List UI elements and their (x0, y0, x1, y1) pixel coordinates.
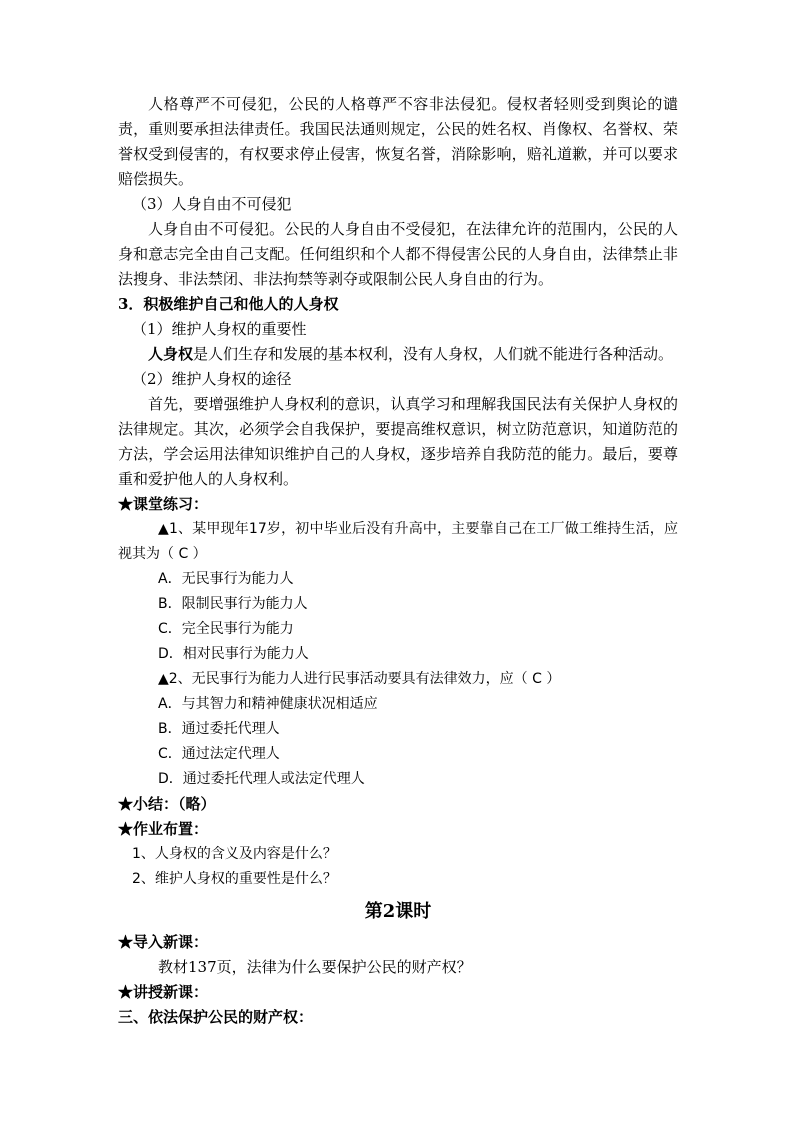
question-2-option-d: D．通过委托代理人或法定代理人 (158, 771, 365, 787)
paragraph-dignity: 人格尊严不可侵犯，公民的人格尊严不容非法侵犯。侵权者轻则受到舆论的谴责，重则要承担法律责任。我国民法通则规定，公民的姓名权、肖像权、名誉权、荣誉权受到侵害的，有权要求停止侵害，恢复名誉，消除影响，赔礼道歉，并可以要求赔偿损失。 (118, 95, 678, 188)
teach-heading: ★讲授新课： (118, 983, 209, 1001)
section-3-heading: 三、依法保护公民的财产权： (118, 1008, 314, 1026)
intro-heading: ★导入新课： (118, 933, 209, 951)
intro-text: 教材137页，法律为什么要保护公民的财产权？ (158, 958, 472, 976)
homework-heading: ★作业布置： (118, 820, 209, 838)
homework-item-1: 1、人身权的含义及内容是什么？ (132, 846, 337, 862)
heading-importance: （1）维护人身权的重要性 (132, 320, 307, 338)
document-page (118, 92, 678, 1030)
term-personal-right: 人身权 (148, 345, 194, 363)
heading-ways: （2）维护人身权的途径 (132, 370, 292, 388)
practice-heading: ★课堂练习： (118, 495, 209, 513)
heading-personal-freedom: （3）人身自由不可侵犯 (132, 195, 292, 213)
paragraph-ways: 首先，要增强维护人身权利的意识，认真学习和理解我国民法有关保护人身权的法律规定。其次，必须学会自我保护，要提高维权意识，树立防范意识，知道防范的方法，学会运用法律知识维护自己的人身权，逐步培养自我防范的能力。最后，要尊重和爱护他人的人身权利。 (118, 395, 678, 488)
paragraph-personal-freedom: 人身自由不可侵犯。公民的人身自由不受侵犯，在法律允许的范围内，公民的人身和意志完全由自己支配。任何组织和个人都不得侵害公民的人身自由，法律禁止非法搜身、非法禁闭、非法拘禁等剥夺或限制公民人身自由的行为。 (118, 220, 678, 288)
question-1: ▲1、某甲现年17岁，初中毕业后没有升高中，主要靠自己在工厂做工维持生活，应视其为（ C ） (118, 521, 678, 562)
question-1-option-a: A．无民事行为能力人 (158, 571, 294, 587)
question-1-option-c: C．完全民事行为能力 (158, 621, 294, 637)
heading-maintain-rights: 3．积极维护自己和他人的人身权 (118, 295, 339, 313)
question-1-option-b: B．限制民事行为能力人 (158, 596, 308, 612)
lesson-2-title: 第2课时 (364, 901, 432, 922)
homework-item-2: 2、维护人身权的重要性是什么？ (132, 871, 337, 887)
question-2-option-b: B．通过委托代理人 (158, 721, 280, 737)
paragraph-importance-text: 是人们生存和发展的基本权利，没有人身权，人们就不能进行各种活动。 (193, 345, 674, 363)
question-2: ▲2、无民事行为能力人进行民事活动要具有法律效力，应（ C ） (158, 671, 561, 687)
summary-heading: ★小结：（略） (118, 795, 216, 813)
paragraph-importance (118, 342, 678, 367)
question-2-option-a: A．与其智力和精神健康状况相适应 (158, 696, 378, 712)
question-2-option-c: C．通过法定代理人 (158, 746, 280, 762)
question-1-option-d: D．相对民事行为能力人 (158, 646, 309, 662)
